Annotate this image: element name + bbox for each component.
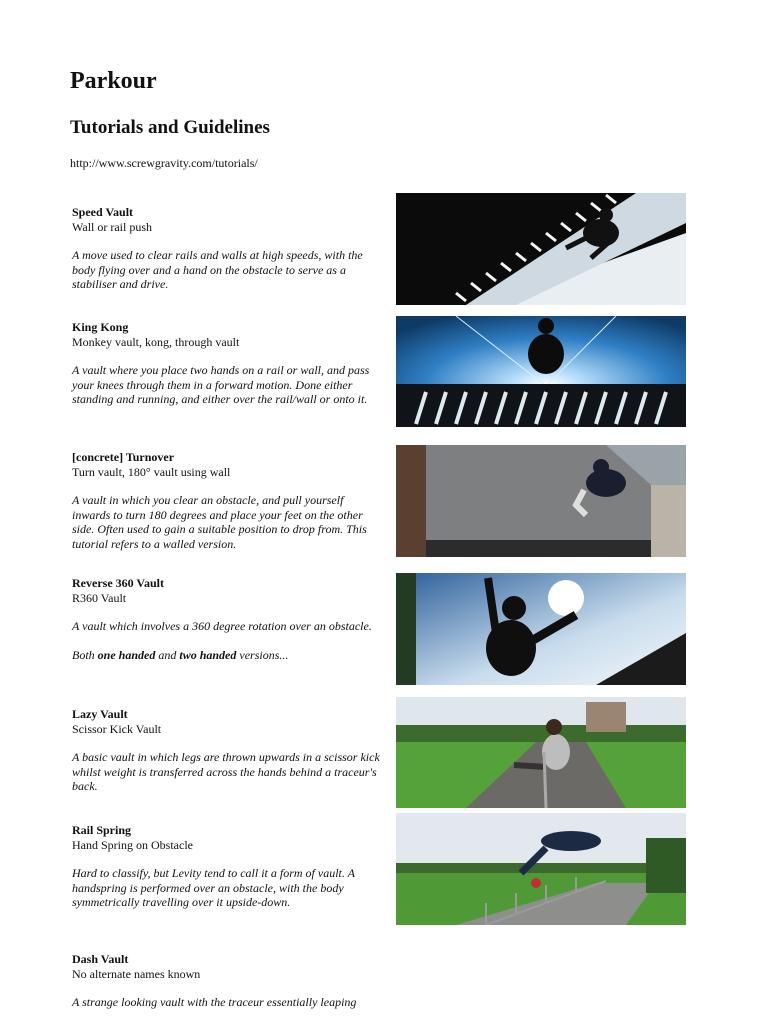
speed-vault-photo bbox=[396, 193, 686, 305]
entry-extra-note: Both one handed and two handed versions... bbox=[72, 647, 289, 662]
entry-rail-spring bbox=[72, 823, 384, 910]
reverse-360-photo bbox=[396, 573, 686, 685]
entry-description: A basic vault in which legs are thrown upwards in a scissor kick whilst weight is transferred across the hands behind a traceur's back. bbox=[72, 750, 380, 793]
entry-alt-names: Monkey vault, kong, through vault bbox=[72, 334, 240, 349]
entry-name: Reverse 360 Vault bbox=[72, 576, 164, 590]
source-url[interactable]: http://www.screwgravity.com/tutorials/ bbox=[70, 156, 258, 170]
king-kong-photo bbox=[396, 316, 686, 427]
entry-name: Dash Vault bbox=[72, 952, 129, 966]
entry-description: A vault in which you clear an obstacle, and pull yourself inwards to turn 180 degrees and place your feet on the other side. Often used to gain a suitable position to drop from. This tutorial refers to a walled version. bbox=[72, 493, 367, 551]
entry-name: Rail Spring bbox=[72, 823, 132, 837]
page-title: Parkour bbox=[70, 68, 157, 94]
turnover-photo bbox=[396, 445, 686, 557]
entry-speed-vault bbox=[72, 205, 384, 292]
entry-alt-names: No alternate names known bbox=[72, 966, 201, 981]
entry-concrete-turnover bbox=[72, 450, 384, 551]
one-handed-link[interactable]: one handed bbox=[97, 647, 156, 662]
entry-description: A move used to clear rails and walls at high speeds, with the body flying over and a hand on the obstacle to serve as a stabiliser and drive. bbox=[72, 248, 363, 291]
entry-description: Hard to classify, but Levity tend to call it a form of vault. A handspring is performed over an obstacle, with the body symmetrically travelling over it upside-down. bbox=[72, 866, 355, 909]
entry-alt-names: R360 Vault bbox=[72, 590, 127, 605]
rail-spring-photo bbox=[396, 813, 686, 925]
entry-alt-names: Scissor Kick Vault bbox=[72, 721, 162, 736]
entry-description: A vault which involves a 360 degree rotation over an obstacle. bbox=[72, 619, 372, 633]
entry-name: [concrete] Turnover bbox=[72, 450, 175, 464]
entry-dash-vault bbox=[72, 952, 384, 1010]
entry-name: Lazy Vault bbox=[72, 707, 128, 721]
lazy-vault-photo bbox=[396, 697, 686, 808]
entry-description: A vault where you place two hands on a rail or wall, and pass your knees through them in a forward motion. Done either standing and running, and either over the rail/wall or onto it. bbox=[72, 363, 370, 406]
entry-alt-names: Wall or rail push bbox=[72, 219, 153, 234]
entry-name: King Kong bbox=[72, 320, 129, 334]
entry-name: Speed Vault bbox=[72, 205, 134, 219]
two-handed-link[interactable]: two handed bbox=[179, 647, 237, 662]
entry-lazy-vault bbox=[72, 707, 384, 794]
entry-reverse-360-vault bbox=[72, 576, 384, 662]
entry-alt-names: Hand Spring on Obstacle bbox=[72, 837, 193, 852]
entry-alt-names: Turn vault, 180° vault using wall bbox=[72, 464, 231, 479]
entry-king-kong bbox=[72, 320, 384, 407]
entry-description: A strange looking vault with the traceur essentially leaping bbox=[72, 995, 357, 1009]
page-subtitle: Tutorials and Guidelines bbox=[70, 117, 270, 138]
